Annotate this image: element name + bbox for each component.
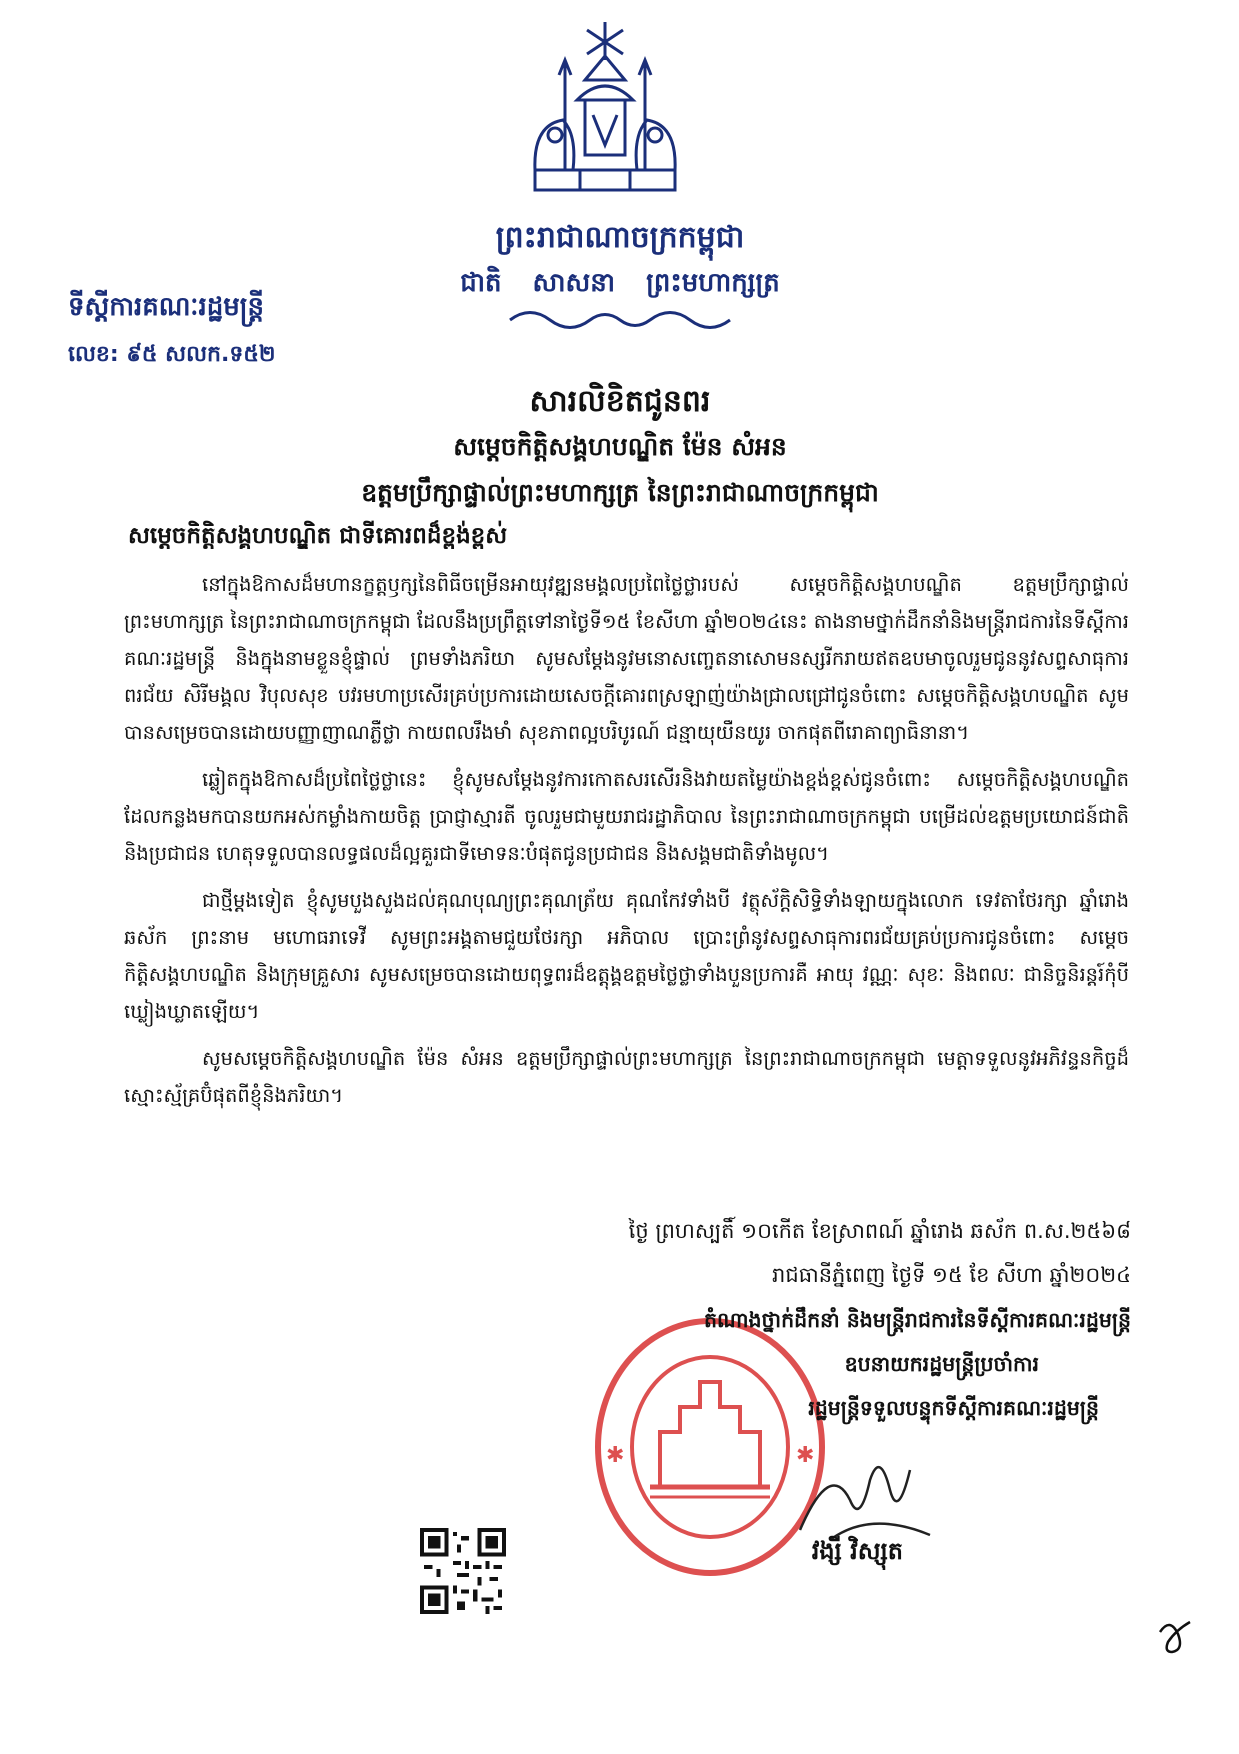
recipient-position: ឧត្តមប្រឹក្សាផ្ទាល់ព្រះមហាក្សត្រ នៃព្រះរាជាណាចក្រកម្ពុជា [361, 478, 879, 507]
signature-line-1: តំណាងថ្នាក់ដឹកនាំ និងមន្ត្រីរាជការនៃទីស្តីការគណៈរដ្ឋមន្ត្រី [704, 1308, 1131, 1332]
qr-code-icon [420, 1528, 506, 1614]
salutation: សម្តេចកិត្តិសង្គហបណ្ឌិត ជាទីគោរពដ៏ខ្ពង់ខ្ពស់ [128, 523, 508, 549]
recipient-name: សម្តេចកិត្តិសង្គហបណ្ឌិត ម៉ែន សំអន [453, 432, 787, 461]
national-motto: ជាតិ សាសនា ព្រះមហាក្សត្រ [460, 268, 780, 298]
paragraph: ជាថ្មីម្តងទៀត ខ្ញុំសូមបួងសួងដល់គុណបុណ្យព្រះគុណត្រ័យ គុណកែវទាំងបី វត្ថុស័ក្តិសិទ្ធិទាំងឡាយក្នុងលោក ទេវតាថែរក្សា ឆ្នាំរោង ឆស័ក ព្រះនាម មហោធរាទេវី សូមព្រះអង្គតាមជួយថែរក្សា អភិបាល ប្រោះព្រំនូវសព្ទសាធុការពរជ័យគ្រប់ប្រការជូនចំពោះ សម្តេចកិត្តិសង្គហបណ្ឌិត និងក្រុមគ្រួសារ សូមសម្រេចបានដោយពុទ្ធពរដ៏ឧត្តុង្គឧត្តមថ្លៃថ្លាទាំងបួនប្រការគឺ អាយុ វណ្ណៈ សុខៈ និងពលៈ ជានិច្ចនិរន្តរ៍កុំបីឃ្លៀងឃ្លាតឡើយ។ [124, 889, 1129, 1023]
solar-date: រាជធានីភ្នំពេញ ថ្ងៃទី ១៥ ខែ សីហា ឆ្នាំ២០២៤ [772, 1263, 1131, 1287]
lunar-date: ថ្ងៃ ព្រហស្បតិ៍ ១០កើត ខែស្រាពណ៍ ឆ្នាំរោង ឆស័ក ព.ស.២៥៦៨ [628, 1219, 1131, 1243]
page-mark-icon [1150, 1612, 1200, 1662]
ornament-divider-icon [505, 305, 735, 335]
paragraph: ឆ្លៀតក្នុងឱកាសដ៏ប្រពៃថ្លៃថ្លានេះ ខ្ញុំសូមសម្តែងនូវការកោតសរសើរនិងវាយតម្លៃយ៉ាងខ្ពង់ខ្ពស់ជូនចំពោះ សម្តេចកិត្តិសង្គហបណ្ឌិត ដែលកន្លងមកបានយកអស់កម្លាំងកាយចិត្ត ប្រាជ្ញាស្មារតី ចូលរួមជាមួយរាជរដ្ឋាភិបាល នៃព្រះរាជាណាចក្រកម្ពុជា បម្រើដល់ឧត្តមប្រយោជន៍ជាតិ និងប្រជាជន ហេតុទទួលបានលទ្ធផលដ៏ល្អគួរជាទីមោទនៈបំផុតជូនប្រជាជន និងសង្គមជាតិទាំងមូល។ [124, 768, 1129, 865]
office-name: ទីស្តីការគណៈរដ្ឋមន្ត្រី [68, 292, 264, 322]
letter-body [124, 566, 1129, 1124]
royal-emblem-icon [515, 20, 695, 210]
paragraph: នៅក្នុងឱកាសដ៏មហានក្ខត្តឫក្សនៃពិធីចម្រើនអាយុវឌ្ឍនមង្គលប្រពៃថ្លៃថ្លារបស់ សម្តេចកិត្តិសង្គហបណ្ឌិត ឧត្តមប្រឹក្សាផ្ទាល់ព្រះមហាក្សត្រ នៃព្រះរាជាណាចក្រកម្ពុជា ដែលនឹងប្រព្រឹត្តទៅនាថ្ងៃទី១៥ ខែសីហា ឆ្នាំ២០២៤នេះ តាងនាមថ្នាក់ដឹកនាំនិងមន្ត្រីរាជការនៃទីស្តីការគណៈរដ្ឋមន្ត្រី និងក្នុងនាមខ្លួនខ្ញុំផ្ទាល់ ព្រមទាំងភរិយា សូមសម្តែងនូវមនោសញ្ចេតនាសោមនស្សរីករាយឥតឧបមាចូលរួមជូននូវសព្ទសាធុការពរជ័យ សិរីមង្គល វិបុលសុខ បវរមហាប្រសើរគ្រប់ប្រការដោយសេចក្តីគោរពស្រឡាញ់យ៉ាងជ្រាលជ្រៅជូនចំពោះ សម្តេចកិត្តិសង្គហបណ្ឌិត សូមបានសម្រេចបានដោយបញ្ញាញាណភ្លឺថ្លា កាយពលរឹងមាំ សុខភាពល្អបរិបូរណ៍ ជន្មាយុយឺនយូរ ចាកផុតពីរោគាព្យាធិនានា។ [124, 573, 1129, 744]
letter-title: សារលិខិតជូនពរ [529, 384, 711, 419]
signer-name: វង្សី វិស្សុត [811, 1537, 903, 1565]
reference-number: លេខ: ៩៥ សលក.ទ៥២ [68, 342, 276, 367]
svg-text:✱: ✱ [796, 1443, 815, 1468]
signature-line-3: រដ្ឋមន្ត្រីទទួលបន្ទុកទីស្តីការគណៈរដ្ឋមន្ត្រី [808, 1396, 1099, 1420]
kingdom-name: ព្រះរាជាណាចក្រកម្ពុជា [495, 220, 745, 255]
paragraph: សូមសម្តេចកិត្តិសង្គហបណ្ឌិត ម៉ែន សំអន ឧត្តមប្រឹក្សាផ្ទាល់ព្រះមហាក្សត្រ នៃព្រះរាជាណាចក្រកម្ពុជា មេត្តាទទួលនូវអភិវន្ទនកិច្ចដ៏ស្មោះស្ម័គ្រប៊ំផុតពីខ្ញុំនិងភរិយា។ [124, 1047, 1129, 1107]
svg-text:✱: ✱ [606, 1443, 625, 1468]
signature-line-2: ឧបនាយករដ្ឋមន្ត្រីប្រចាំការ [844, 1352, 1039, 1376]
